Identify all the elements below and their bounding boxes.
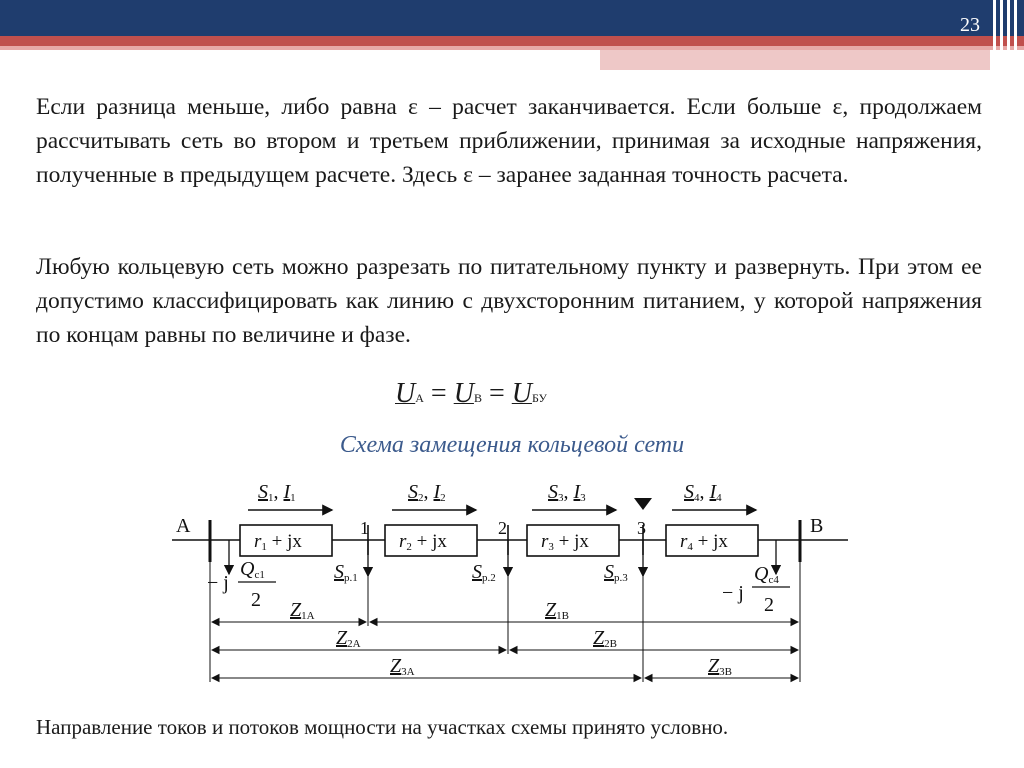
dim-label-z3a [390,655,415,678]
qc1-label [207,558,276,611]
formula-sub-bu: БУ [531,391,547,405]
svg-text:r3 + jx: r3 + jx [541,531,589,553]
dim-label-z2a [336,627,361,650]
svg-text:S1, I1: S1, I1 [258,481,296,504]
svg-text:Qc4: Qc4 [754,563,779,586]
dim-label-z2b [593,627,617,650]
node-a-label: А [176,515,191,537]
paragraph-ring-network: Любую кольцевую сеть можно разрезать по питательному пункту и развернуть. При этом ее допустимо классифицировать как линию с двухсторонним питанием, у которой напряжения по концам равны по величине и фазе. [36,254,982,348]
formula-u-a: U [395,378,416,409]
impedance-box-3 [527,525,619,556]
node-3-label: 3 [637,518,646,538]
formula-equals: = [430,378,447,409]
svg-text:− j: − j [722,582,744,604]
svg-text:Z2В: Z2В [593,627,617,650]
node-b-label: В [810,515,824,537]
node-1-label: 1 [360,518,369,538]
svg-text:Sр.1: Sр.1 [334,561,358,584]
svg-text:− j: − j [207,572,229,594]
svg-text:Z3В: Z3В [708,655,732,678]
svg-text:S3, I3: S3, I3 [548,481,586,504]
svg-text:Z1А: Z1А [290,599,315,622]
svg-text:r1 + jx: r1 + jx [254,531,302,553]
formula-u-bu: U [511,378,532,409]
svg-text:2: 2 [764,594,774,616]
svg-text:S4, I4: S4, I4 [684,481,722,504]
impedance-box-1 [240,525,332,556]
flow-label-2 [408,481,446,504]
svg-text:Qc1: Qc1 [240,558,265,581]
svg-text:Z3А: Z3А [390,655,415,678]
load-label-2 [472,561,496,584]
scheme-caption: Схема замещения кольцевой сети [339,432,685,458]
formula-equals: = [488,378,505,409]
svg-text:2: 2 [251,589,261,611]
dim-label-z1b [545,599,569,622]
load-label-1 [334,561,358,584]
qc4-label [722,563,790,616]
impedance-box-2 [385,525,477,556]
svg-text:S2, I2: S2, I2 [408,481,446,504]
svg-text:r4 + jx: r4 + jx [680,531,728,553]
page-number: 23 [960,14,980,36]
formula-sub-b: В [473,391,482,405]
svg-text:Sр.2: Sр.2 [472,561,496,584]
svg-text:r2 + jx: r2 + jx [399,531,447,553]
footnote: Направление токов и потоков мощности на участках схемы принято условно. [36,715,729,739]
node-2-label: 2 [498,518,507,538]
flow-label-1 [258,481,296,504]
flow-label-3 [548,481,586,504]
formula-u-b: U [453,378,474,409]
dim-label-z1a [290,599,315,622]
cut-point-marker [634,498,652,510]
formula-sub-a: А [415,391,424,405]
flow-label-4 [684,481,722,504]
paragraph-convergence: Если разница меньше, либо равна ε – расчет заканчивается. Если больше ε, продолжаем рассчитывать сеть во втором и третьем приближении, принимая за исходные напряжения, полученные в предыдущем расчете. Здесь ε – заранее заданная точность расчета. [36,94,982,188]
svg-text:Z1В: Z1В [545,599,569,622]
svg-text:Sр.3: Sр.3 [604,561,628,584]
impedance-box-4 [666,525,758,556]
dim-label-z3b [708,655,732,678]
svg-text:Z2А: Z2А [336,627,361,650]
load-label-3 [604,561,628,584]
